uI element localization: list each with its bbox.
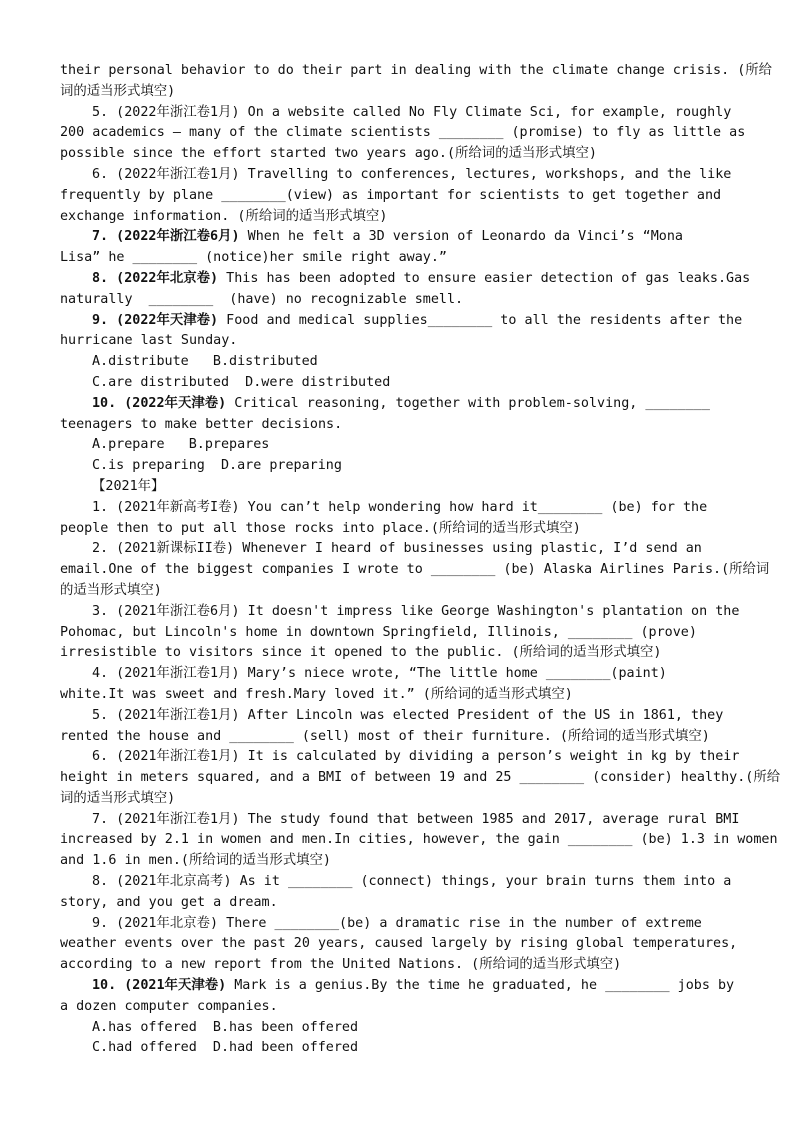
text-line: 7. (2021年浙江卷1月) The study found that between 1985 and 2017, average rural BMI xyxy=(92,811,740,827)
question-text: When he felt a 3D version of Leonardo da Vinci’s “Mona xyxy=(239,229,683,245)
text-line: email.One of the biggest companies I wrote to ________ (be) Alaska Airlines Paris.(所给词 xyxy=(60,562,770,578)
text-line: 8. (2021年北京高考) As it ________ (connect) things, your brain turns them into a xyxy=(92,874,732,890)
text-line: 1. (2021年新高考I卷) You can’t help wondering how hard it________ (be) for the xyxy=(92,499,708,515)
text-line: weather events over the past 20 years, caused largely by rising global temperatures, xyxy=(60,936,738,952)
question-text: This has been adopted to ensure easier detection of gas leaks.Gas xyxy=(218,270,751,286)
question-text: Critical reasoning, together with problem-solving, ________ xyxy=(226,395,710,411)
text-line: A.has offered B.has been offered xyxy=(92,1019,359,1035)
text-line: irresistible to visitors since it opened to the public. (所给词的适当形式填空) xyxy=(60,645,662,661)
text-line: height in meters squared, and a BMI of between 19 and 25 ________ (consider) healthy.(所给 xyxy=(60,770,781,786)
text-line xyxy=(60,976,734,997)
text-line: C.are distributed D.were distributed xyxy=(92,374,391,390)
text-line: 4. (2021年浙江卷1月) Mary’s niece wrote, “The little home ________(paint) xyxy=(92,666,667,682)
text-line: and 1.6 in men.(所给词的适当形式填空) xyxy=(60,853,331,869)
question-label: 7. (2022年浙江卷6月) xyxy=(92,229,240,245)
text-line: 词的适当形式填空) xyxy=(60,790,176,806)
text-line xyxy=(60,227,734,248)
question-text: Food and medical supplies________ to all the residents after the xyxy=(218,312,743,328)
text-line: a dozen computer companies. xyxy=(60,998,278,1014)
text-line: rented the house and ________ (sell) most of their furniture. (所给词的适当形式填空) xyxy=(60,728,710,744)
text-line: people then to put all those rocks into place.(所给词的适当形式填空) xyxy=(60,520,581,536)
text-line: 3. (2021年浙江卷6月) It doesn't impress like George Washington's plantation on the xyxy=(92,603,740,619)
text-line: possible since the effort started two years ago.(所给词的适当形式填空) xyxy=(60,146,597,162)
text-line xyxy=(60,311,743,332)
text-line: story, and you get a dream. xyxy=(60,894,278,910)
text-line: A.distribute B.distributed xyxy=(92,354,318,370)
text-line xyxy=(60,269,751,290)
text-line: C.had offered D.had been offered xyxy=(92,1040,359,1056)
text-line: 5. (2022年浙江卷1月) On a website called No Fly Climate Sci, for example, roughly xyxy=(92,104,732,120)
question-label: 9. (2022年天津卷) xyxy=(92,312,219,328)
question-label: 10. (2022年天津卷) xyxy=(92,395,227,411)
text-line: 200 academics — many of the climate scientists ________ (promise) to fly as little as xyxy=(60,125,746,141)
text-line: increased by 2.1 in women and men.In cities, however, the gain ________ (be) 1.3 in women xyxy=(60,832,778,848)
text-line: Pohomac, but Lincoln's home in downtown Springfield, Illinois, ________ (prove) xyxy=(60,624,697,640)
text-line: teenagers to make better decisions. xyxy=(60,416,343,432)
text-line: A.prepare B.prepares xyxy=(92,437,270,453)
text-line: 的适当形式填空) xyxy=(60,582,162,598)
text-line: exchange information. (所给词的适当形式填空) xyxy=(60,208,388,224)
text-line: 5. (2021年浙江卷1月) After Lincoln was elected President of the US in 1861, they xyxy=(92,707,724,723)
question-label: 8. (2022年北京卷) xyxy=(92,270,219,286)
text-line: Lisa” he ________ (notice)her smile right away.” xyxy=(60,250,447,266)
text-line: 词的适当形式填空) xyxy=(60,83,176,99)
question-label: 10. (2021年天津卷) xyxy=(92,978,227,994)
text-line: their personal behavior to do their part in dealing with the climate change crisis. (所给 xyxy=(60,63,773,78)
text-line: hurricane last Sunday. xyxy=(60,333,238,349)
text-line: frequently by plane ________(view) as important for scientists to get together and xyxy=(60,187,722,203)
text-line: white.It was sweet and fresh.Mary loved it.” (所给词的适当形式填空) xyxy=(60,686,573,702)
text-line xyxy=(60,394,734,415)
question-text: Mark is a genius.By the time he graduated, he ________ jobs by xyxy=(226,978,735,994)
text-line: 6. (2022年浙江卷1月) Travelling to conferences, lectures, workshops, and the like xyxy=(92,166,732,182)
text-line: C.is preparing D.are preparing xyxy=(92,458,342,474)
text-line: 【2021年】 xyxy=(92,478,165,494)
text-line: 9. (2021年北京卷) There ________(be) a dramatic rise in the number of extreme xyxy=(92,915,702,931)
text-line: 2. (2021新课标II卷) Whenever I heard of businesses using plastic, I’d send an xyxy=(92,541,702,557)
text-line: according to a new report from the United Nations. (所给词的适当形式填空) xyxy=(60,957,622,973)
text-line: 6. (2021年浙江卷1月) It is calculated by dividing a person’s weight in kg by their xyxy=(92,749,740,765)
text-line: naturally ________ (have) no recognizable smell. xyxy=(60,291,464,307)
